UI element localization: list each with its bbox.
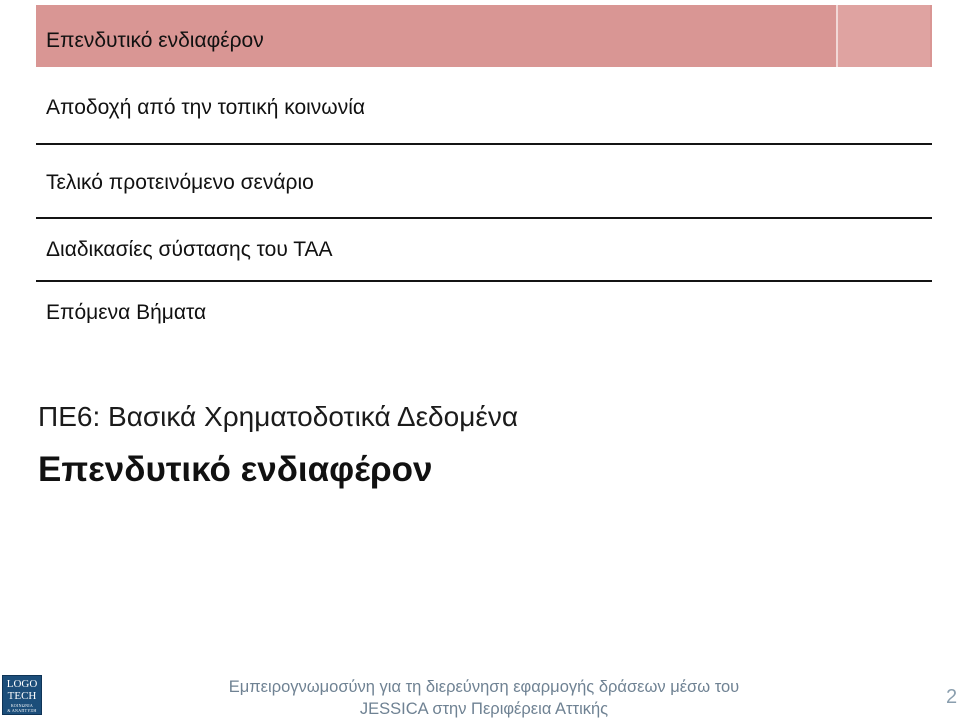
agenda-item-setup-procedures: [36, 219, 932, 282]
agenda-item-label: Τελικό προτεινόμενο σενάριο: [46, 171, 314, 194]
agenda-item-label: Διαδικασίες σύστασης του ΤΑΑ: [46, 237, 333, 261]
logo-tagline-1: ΚΟΙΝΩΝΙΑ: [10, 703, 34, 708]
agenda-item-next-steps: [36, 282, 932, 344]
logo-text-logo: LOGO: [6, 678, 38, 690]
logo-tagline-2: & ΑΝΑΠΤΥΞΗ: [7, 708, 37, 713]
agenda-item-local-acceptance: [36, 73, 932, 145]
agenda-list: [36, 5, 932, 344]
agenda-item-investment-interest: [36, 5, 932, 67]
agenda-item-label: Επόμενα Βήματα: [46, 301, 207, 324]
page-number: 2: [946, 686, 958, 708]
footer-caption-line-1: Εμπειρογνωμοσύνη για τη διερεύνηση εφαρμογής δράσεων μέσω του: [228, 678, 740, 696]
slide-subtitle: ΠΕ6: Βασικά Χρηματοδοτικά Δεδομένα: [38, 401, 519, 432]
agenda-item-label: Αποδοχή από την τοπική κοινωνία: [46, 96, 366, 119]
slide-title: Επενδυτικό ενδιαφέρον: [38, 450, 433, 489]
agenda-accent-block: [836, 5, 930, 67]
logotech-logo: [2, 675, 42, 715]
footer-caption: [204, 676, 764, 720]
agenda-item-label: Επενδυτικό ενδιαφέρον: [46, 29, 264, 52]
footer-caption-line-2: JESSICA στην Περιφέρεια Αττικής: [359, 700, 609, 718]
agenda-item-final-scenario: [36, 145, 932, 219]
logo-text-tech: TECH: [7, 690, 37, 702]
